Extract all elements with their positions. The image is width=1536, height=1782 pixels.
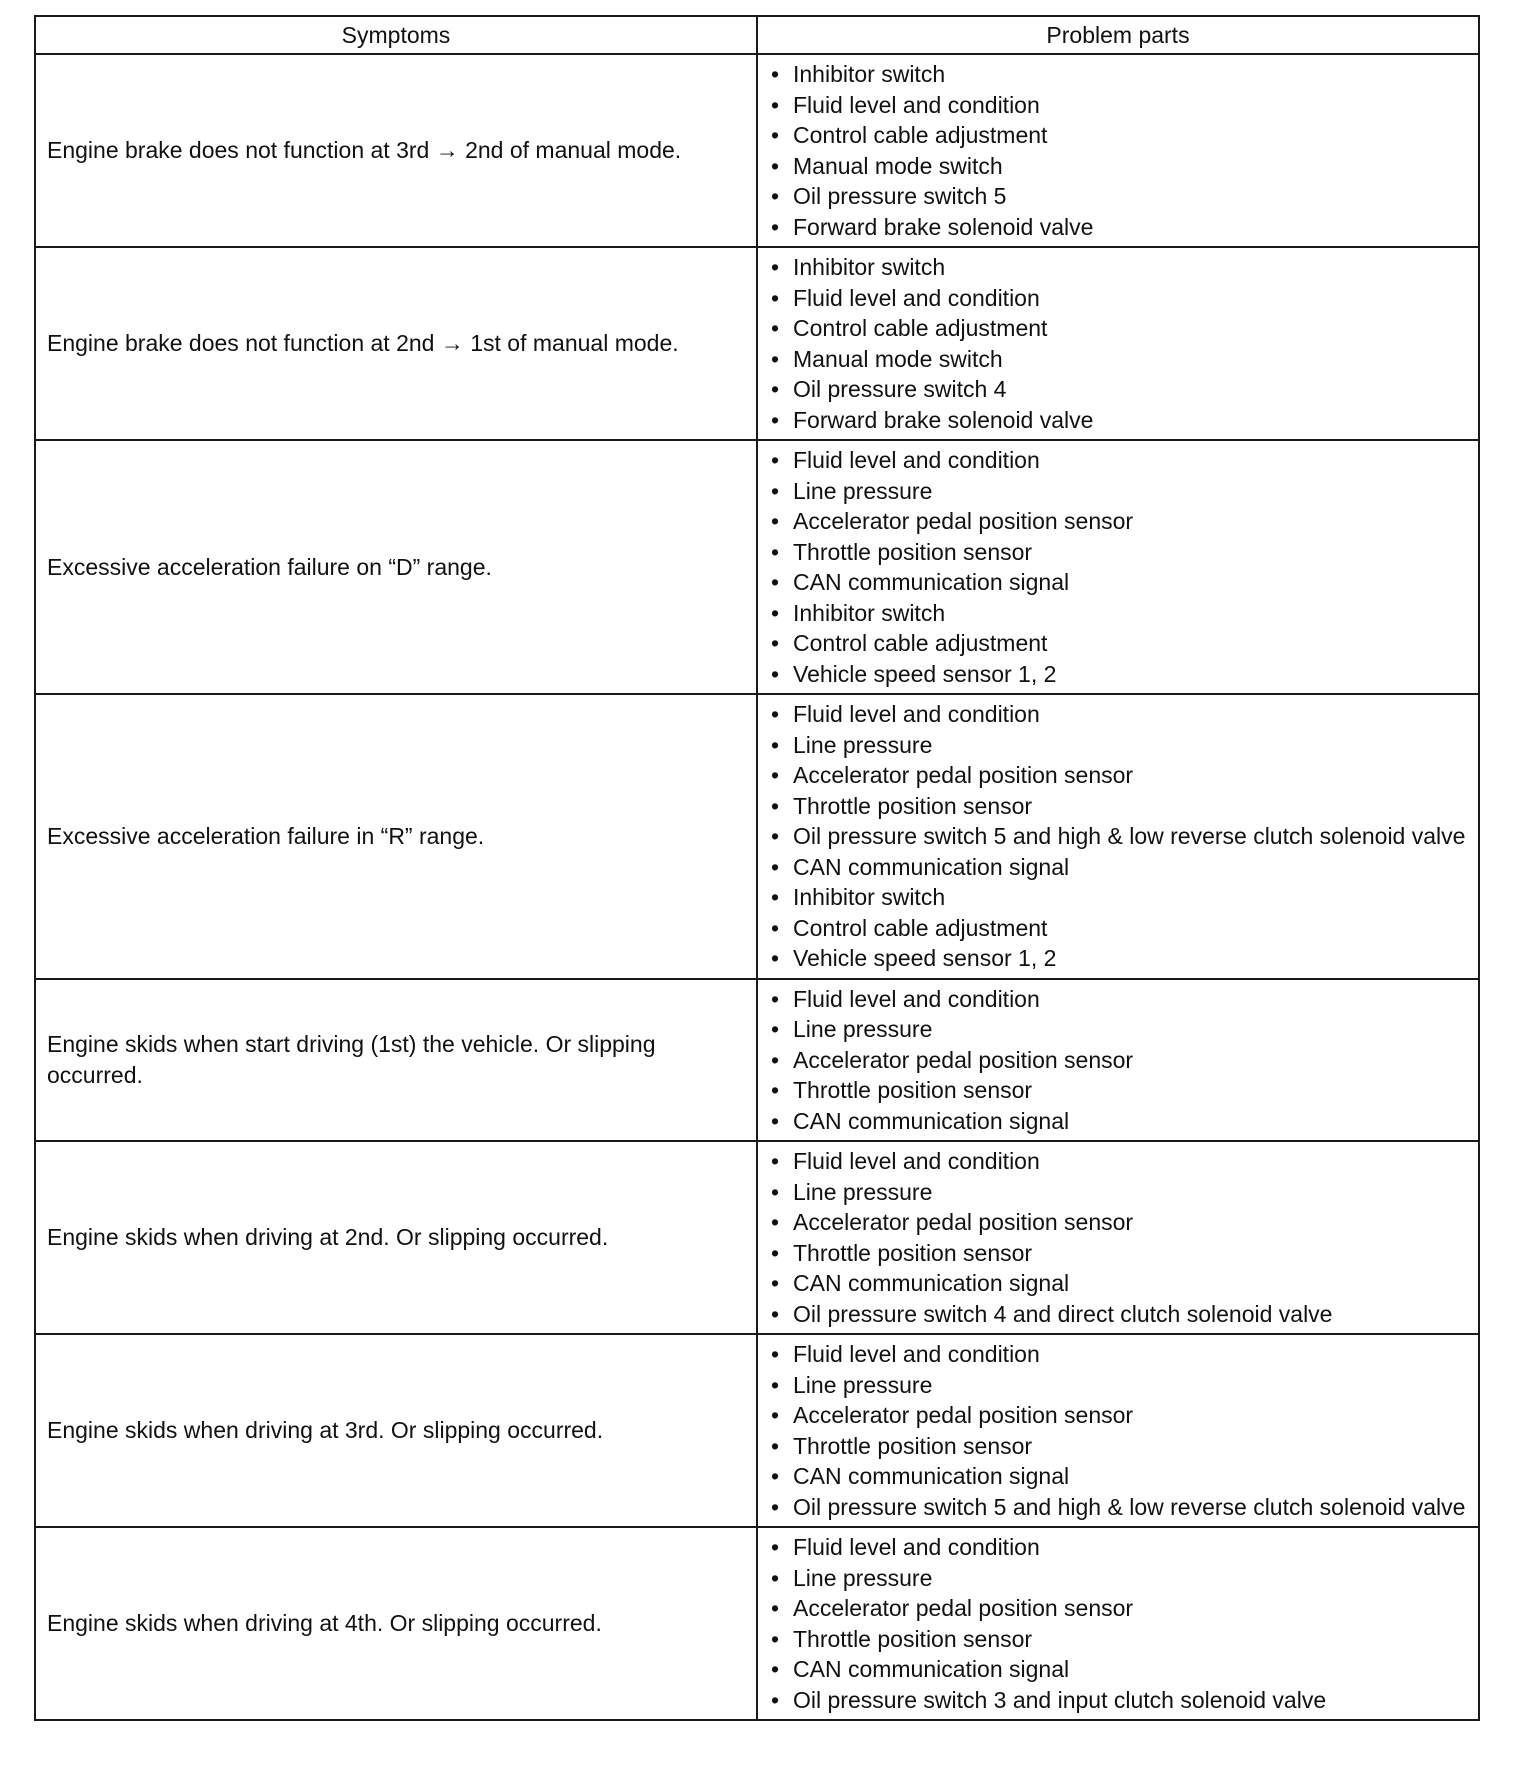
header-problem-parts: Problem parts bbox=[757, 16, 1479, 54]
problem-part-item: • Line pressure bbox=[769, 1563, 1468, 1594]
problem-parts-cell bbox=[757, 440, 1479, 694]
problem-part-item: • Accelerator pedal position sensor bbox=[769, 760, 1468, 791]
problem-part-item: • Inhibitor switch bbox=[769, 59, 1468, 90]
problem-part-item: • Fluid level and condition bbox=[769, 1146, 1468, 1177]
problem-part-item: • Vehicle speed sensor 1, 2 bbox=[769, 943, 1468, 974]
problem-part-item: • Line pressure bbox=[769, 1177, 1468, 1208]
problem-part-item: • Inhibitor switch bbox=[769, 882, 1468, 913]
problem-part-item: • Manual mode switch bbox=[769, 151, 1468, 182]
problem-part-item: • Accelerator pedal position sensor bbox=[769, 1593, 1468, 1624]
symptom-cell: Engine skids when start driving (1st) the vehicle. Or slipping occurred. bbox=[35, 979, 757, 1142]
table-row bbox=[35, 1527, 1479, 1720]
symptom-cell: Engine brake does not function at 2nd → 1st of manual mode. bbox=[35, 247, 757, 440]
problem-parts-list bbox=[769, 984, 1468, 1137]
symptom-cell: Engine skids when driving at 3rd. Or slipping occurred. bbox=[35, 1334, 757, 1527]
problem-part-item: • Fluid level and condition bbox=[769, 283, 1468, 314]
problem-parts-list bbox=[769, 1339, 1468, 1522]
problem-part-item: • Throttle position sensor bbox=[769, 1431, 1468, 1462]
problem-part-item: • Inhibitor switch bbox=[769, 598, 1468, 629]
problem-part-item: • Fluid level and condition bbox=[769, 1339, 1468, 1370]
problem-part-item: • Accelerator pedal position sensor bbox=[769, 1207, 1468, 1238]
problem-part-item: • Throttle position sensor bbox=[769, 1624, 1468, 1655]
problem-parts-list bbox=[769, 1532, 1468, 1715]
problem-parts-list bbox=[769, 699, 1468, 974]
problem-parts-cell bbox=[757, 1527, 1479, 1720]
problem-part-item: • CAN communication signal bbox=[769, 1268, 1468, 1299]
problem-parts-cell bbox=[757, 54, 1479, 247]
problem-part-item: • Manual mode switch bbox=[769, 344, 1468, 375]
problem-part-item: • Control cable adjustment bbox=[769, 913, 1468, 944]
problem-part-item: • Oil pressure switch 3 and input clutch solenoid valve bbox=[769, 1685, 1468, 1716]
problem-parts-list bbox=[769, 445, 1468, 689]
problem-part-item: • Forward brake solenoid valve bbox=[769, 405, 1468, 436]
table-row bbox=[35, 694, 1479, 979]
problem-part-item: • Oil pressure switch 5 bbox=[769, 181, 1468, 212]
table-body bbox=[35, 54, 1479, 1720]
symptom-cell: Excessive acceleration failure in “R” range. bbox=[35, 694, 757, 979]
symptom-cell: Excessive acceleration failure on “D” range. bbox=[35, 440, 757, 694]
problem-parts-cell bbox=[757, 247, 1479, 440]
problem-part-item: • CAN communication signal bbox=[769, 852, 1468, 883]
table-row bbox=[35, 1141, 1479, 1334]
problem-part-item: • Fluid level and condition bbox=[769, 90, 1468, 121]
problem-part-item: • Control cable adjustment bbox=[769, 120, 1468, 151]
problem-parts-list bbox=[769, 59, 1468, 242]
problem-parts-cell bbox=[757, 694, 1479, 979]
problem-part-item: • Oil pressure switch 4 bbox=[769, 374, 1468, 405]
problem-part-item: • Control cable adjustment bbox=[769, 313, 1468, 344]
problem-part-item: • Oil pressure switch 5 and high & low reverse clutch solenoid valve bbox=[769, 1492, 1468, 1523]
problem-part-item: • Accelerator pedal position sensor bbox=[769, 1045, 1468, 1076]
problem-part-item: • Fluid level and condition bbox=[769, 984, 1468, 1015]
problem-part-item: • CAN communication signal bbox=[769, 1654, 1468, 1685]
table-header bbox=[35, 16, 1479, 54]
problem-part-item: • Throttle position sensor bbox=[769, 1238, 1468, 1269]
problem-part-item: • Control cable adjustment bbox=[769, 628, 1468, 659]
problem-part-item: • Vehicle speed sensor 1, 2 bbox=[769, 659, 1468, 690]
problem-part-item: • Inhibitor switch bbox=[769, 252, 1468, 283]
problem-part-item: • Accelerator pedal position sensor bbox=[769, 1400, 1468, 1431]
symptom-table bbox=[34, 15, 1480, 1721]
problem-part-item: • CAN communication signal bbox=[769, 1461, 1468, 1492]
problem-part-item: • Accelerator pedal position sensor bbox=[769, 506, 1468, 537]
problem-parts-cell bbox=[757, 1334, 1479, 1527]
table-row bbox=[35, 979, 1479, 1142]
problem-part-item: • Line pressure bbox=[769, 1014, 1468, 1045]
symptom-cell: Engine skids when driving at 2nd. Or slipping occurred. bbox=[35, 1141, 757, 1334]
problem-part-item: • Throttle position sensor bbox=[769, 537, 1468, 568]
symptom-cell: Engine skids when driving at 4th. Or slipping occurred. bbox=[35, 1527, 757, 1720]
problem-part-item: • Oil pressure switch 4 and direct clutch solenoid valve bbox=[769, 1299, 1468, 1330]
problem-part-item: • CAN communication signal bbox=[769, 1106, 1468, 1137]
problem-part-item: • Fluid level and condition bbox=[769, 445, 1468, 476]
table-row bbox=[35, 247, 1479, 440]
table-row bbox=[35, 54, 1479, 247]
table-row bbox=[35, 440, 1479, 694]
problem-part-item: • Forward brake solenoid valve bbox=[769, 212, 1468, 243]
problem-part-item: • Throttle position sensor bbox=[769, 1075, 1468, 1106]
problem-parts-list bbox=[769, 1146, 1468, 1329]
problem-part-item: • Line pressure bbox=[769, 730, 1468, 761]
table-row bbox=[35, 1334, 1479, 1527]
symptom-cell: Engine brake does not function at 3rd → 2nd of manual mode. bbox=[35, 54, 757, 247]
problem-parts-cell bbox=[757, 979, 1479, 1142]
problem-part-item: • Fluid level and condition bbox=[769, 1532, 1468, 1563]
problem-part-item: • CAN communication signal bbox=[769, 567, 1468, 598]
problem-part-item: • Line pressure bbox=[769, 476, 1468, 507]
problem-part-item: • Fluid level and condition bbox=[769, 699, 1468, 730]
problem-part-item: • Line pressure bbox=[769, 1370, 1468, 1401]
problem-parts-cell bbox=[757, 1141, 1479, 1334]
problem-part-item: • Throttle position sensor bbox=[769, 791, 1468, 822]
header-row bbox=[35, 16, 1479, 54]
problem-parts-list bbox=[769, 252, 1468, 435]
problem-part-item: • Oil pressure switch 5 and high & low reverse clutch solenoid valve bbox=[769, 821, 1468, 852]
header-symptoms: Symptoms bbox=[35, 16, 757, 54]
document-page bbox=[34, 15, 1478, 1721]
